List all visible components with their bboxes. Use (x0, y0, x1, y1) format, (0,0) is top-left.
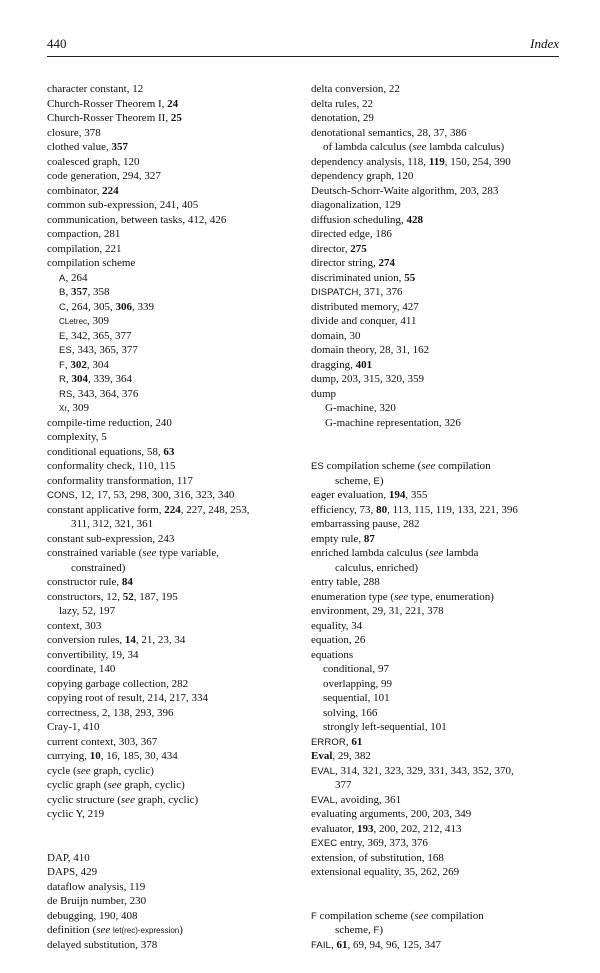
index-entry: DAPS, 429 (47, 866, 98, 878)
index-entry: extension, of substitution, 168 (311, 851, 444, 864)
index-entry: currying, 10, 16, 185, 30, 434 (47, 750, 178, 762)
index-entry: correctness, 2, 138, 293, 396 (47, 706, 174, 719)
index-entry: extensional equality, 35, 262, 269 (311, 866, 460, 878)
index-entry: copying root of result, 214, 217, 334 (47, 692, 209, 704)
index-entry: ES compilation scheme (see compilation (311, 460, 491, 472)
index-subentry: lazy, 52, 197 (59, 605, 116, 617)
index-entry: conditional equations, 58, 63 (47, 445, 175, 458)
index-subentry: solving, 166 (323, 706, 378, 719)
index-entry: context, 303 (47, 619, 102, 632)
index-entry: constructor rule, 84 (47, 576, 133, 588)
index-entry: character constant, 12 (47, 83, 144, 95)
index-entry: diffusion scheduling, 428 (311, 213, 423, 226)
index-subentry: sequential, 101 (323, 692, 390, 704)
index-entry: current context, 303, 367 (47, 735, 158, 748)
index-subentry: A, 264 (59, 271, 88, 284)
section-gap (311, 880, 569, 909)
index-entry: dump (311, 387, 337, 400)
index-entry: embarrassing pause, 282 (311, 518, 420, 530)
index-entry: delayed substitution, 378 (47, 938, 158, 951)
index-entry: evaluator, 193, 200, 202, 212, 413 (311, 822, 462, 835)
index-entry: DAP, 410 (47, 851, 90, 864)
index-column-left (47, 82, 295, 952)
index-entry: ERROR, 61 (311, 735, 363, 748)
index-entry: cycle (see graph, cyclic) (47, 764, 154, 777)
index-entry: communication, between tasks, 412, 426 (47, 213, 227, 226)
index-entry: empty rule, 87 (311, 532, 375, 545)
index-entry: delta conversion, 22 (311, 83, 400, 95)
index-entry: EVAL, 314, 321, 323, 329, 331, 343, 352, 370, (311, 764, 514, 777)
index-entry: directed edge, 186 (311, 228, 392, 240)
index-entry: conformality transformation, 117 (47, 474, 193, 487)
index-entry: coalesced graph, 120 (47, 155, 140, 168)
index-entry: diagonalization, 129 (311, 199, 401, 211)
index-entry: closure, 378 (47, 126, 101, 139)
index-subentry: conditional, 97 (323, 663, 389, 675)
index-entry: dump, 203, 315, 320, 359 (311, 373, 425, 385)
index-entry: conformality check, 110, 115 (47, 460, 176, 472)
index-subentry: strongly left-sequential, 101 (323, 721, 447, 733)
index-entry: director string, 274 (311, 257, 396, 269)
index-entry: constructors, 12, 52, 187, 195 (47, 590, 178, 603)
index-entry: enriched lambda calculus (see lambda (311, 547, 479, 559)
index-continuation: scheme, F) (335, 924, 384, 936)
index-entry: divide and conquer, 411 (311, 315, 417, 327)
index-entry: dragging, 401 (311, 358, 373, 371)
index-entry: discriminated union, 55 (311, 271, 416, 284)
index-entry: evaluating arguments, 200, 203, 349 (311, 808, 472, 820)
index-entry: equation, 26 (311, 634, 366, 646)
index-entry: cyclic Y, 219 (47, 808, 105, 820)
index-entry: de Bruijn number, 230 (47, 895, 147, 907)
index-entry: director, 275 (311, 242, 367, 255)
index-entry: constant applicative form, 224, 227, 248, 253, (47, 503, 250, 516)
index-entry: entry table, 288 (311, 576, 380, 588)
index-subentry: CLetrec, 309 (59, 315, 110, 327)
index-entry: common sub-expression, 241, 405 (47, 199, 199, 211)
index-entry: constant sub-expression, 243 (47, 532, 175, 545)
index-entry: F compilation scheme (see compilation (311, 909, 484, 922)
index-entry: Deutsch-Schorr-Waite algorithm, 203, 283 (311, 184, 499, 197)
index-entry: cyclic structure (see graph, cyclic) (47, 793, 199, 806)
index-entry: equations (311, 648, 354, 661)
index-entry: compilation scheme (47, 257, 136, 269)
index-entry: cyclic graph (see graph, cyclic) (47, 779, 185, 791)
index-entry: constrained variable (see type variable, (47, 547, 219, 559)
index-continuation: 311, 312, 321, 361 (71, 518, 154, 530)
index-entry: compilation, 221 (47, 242, 122, 255)
index-subentry: overlapping, 99 (323, 677, 393, 690)
index-entry: DISPATCH, 371, 376 (311, 286, 403, 298)
index-subentry: of lambda calculus (see lambda calculus) (323, 141, 505, 153)
index-continuation: 377 (335, 779, 352, 791)
index-entry: compaction, 281 (47, 228, 121, 240)
header-rule (47, 56, 559, 57)
index-entry: CONS, 12, 17, 53, 298, 300, 316, 323, 340 (47, 489, 235, 501)
index-entry: Eval, 29, 382 (311, 750, 371, 762)
index-subentry: R, 304, 339, 364 (59, 373, 132, 385)
index-entry: domain, 30 (311, 329, 361, 342)
index-subentry: B, 357, 358 (59, 286, 110, 298)
index-entry: environment, 29, 31, 221, 378 (311, 605, 444, 617)
index-subentry: F, 302, 304 (59, 358, 109, 371)
index-entry: complexity, 5 (47, 431, 107, 443)
index-entry: copying garbage collection, 282 (47, 677, 189, 690)
index-entry: delta rules, 22 (311, 97, 374, 110)
section-gap (47, 822, 295, 851)
index-entry: compile-time reduction, 240 (47, 416, 172, 429)
index-entry: denotation, 29 (311, 112, 374, 124)
index-entry: EXEC entry, 369, 373, 376 (311, 837, 428, 849)
index-entry: combinator, 224 (47, 184, 119, 197)
page-number: 440 (47, 36, 67, 51)
index-continuation: scheme, E) (335, 474, 384, 487)
index-subentry: ES, 343, 365, 377 (59, 344, 138, 356)
index-entry: dataflow analysis, 119 (47, 880, 146, 893)
index-entry: efficiency, 73, 80, 113, 115, 119, 133, 221, 396 (311, 503, 518, 516)
section-title: Index (530, 36, 559, 51)
index-continuation: calculus, enriched) (335, 561, 419, 574)
index-continuation: constrained) (71, 561, 126, 574)
page-header (47, 36, 559, 56)
index-column-right (311, 82, 569, 952)
index-entry: dependency analysis, 118, 119, 150, 254, 390 (311, 155, 511, 168)
index-entry: debugging, 190, 408 (47, 909, 138, 922)
index-entry: EVAL, avoiding, 361 (311, 793, 401, 806)
index-entry: coordinate, 140 (47, 663, 116, 675)
index-subentry: G-machine, 320 (325, 402, 396, 414)
index-entry: distributed memory, 427 (311, 300, 419, 313)
index-entry: dependency graph, 120 (311, 170, 414, 182)
index-entry: enumeration type (see type, enumeration) (311, 590, 494, 603)
index-subentry: C, 264, 305, 306, 339 (59, 300, 154, 313)
index-entry: denotational semantics, 28, 37, 386 (311, 126, 467, 139)
index-entry: eager evaluation, 194, 355 (311, 489, 428, 501)
index-entry: code generation, 294, 327 (47, 170, 161, 182)
index-subentry: E, 342, 365, 377 (59, 329, 132, 342)
index-entry: convertibility, 19, 34 (47, 648, 139, 661)
index-subentry: Xr, 309 (59, 402, 89, 414)
index-entry: conversion rules, 14, 21, 23, 34 (47, 634, 186, 646)
section-gap (311, 430, 569, 459)
index-entry: definition (see let(rec)-expression) (47, 924, 183, 936)
index-entry: equality, 34 (311, 619, 363, 632)
index-entry: clothed value, 357 (47, 141, 128, 153)
index-entry: FAIL, 61, 69, 94, 96, 125, 347 (311, 938, 441, 951)
index-subentry: G-machine representation, 326 (325, 416, 461, 429)
index-entry: domain theory, 28, 31, 162 (311, 344, 430, 356)
index-entry: Church-Rosser Theorem I, 24 (47, 97, 179, 110)
index-subentry: RS, 343, 364, 376 (59, 387, 139, 400)
index-entry: Church-Rosser Theorem II, 25 (47, 112, 182, 124)
index-entry: Cray-1, 410 (47, 721, 100, 733)
